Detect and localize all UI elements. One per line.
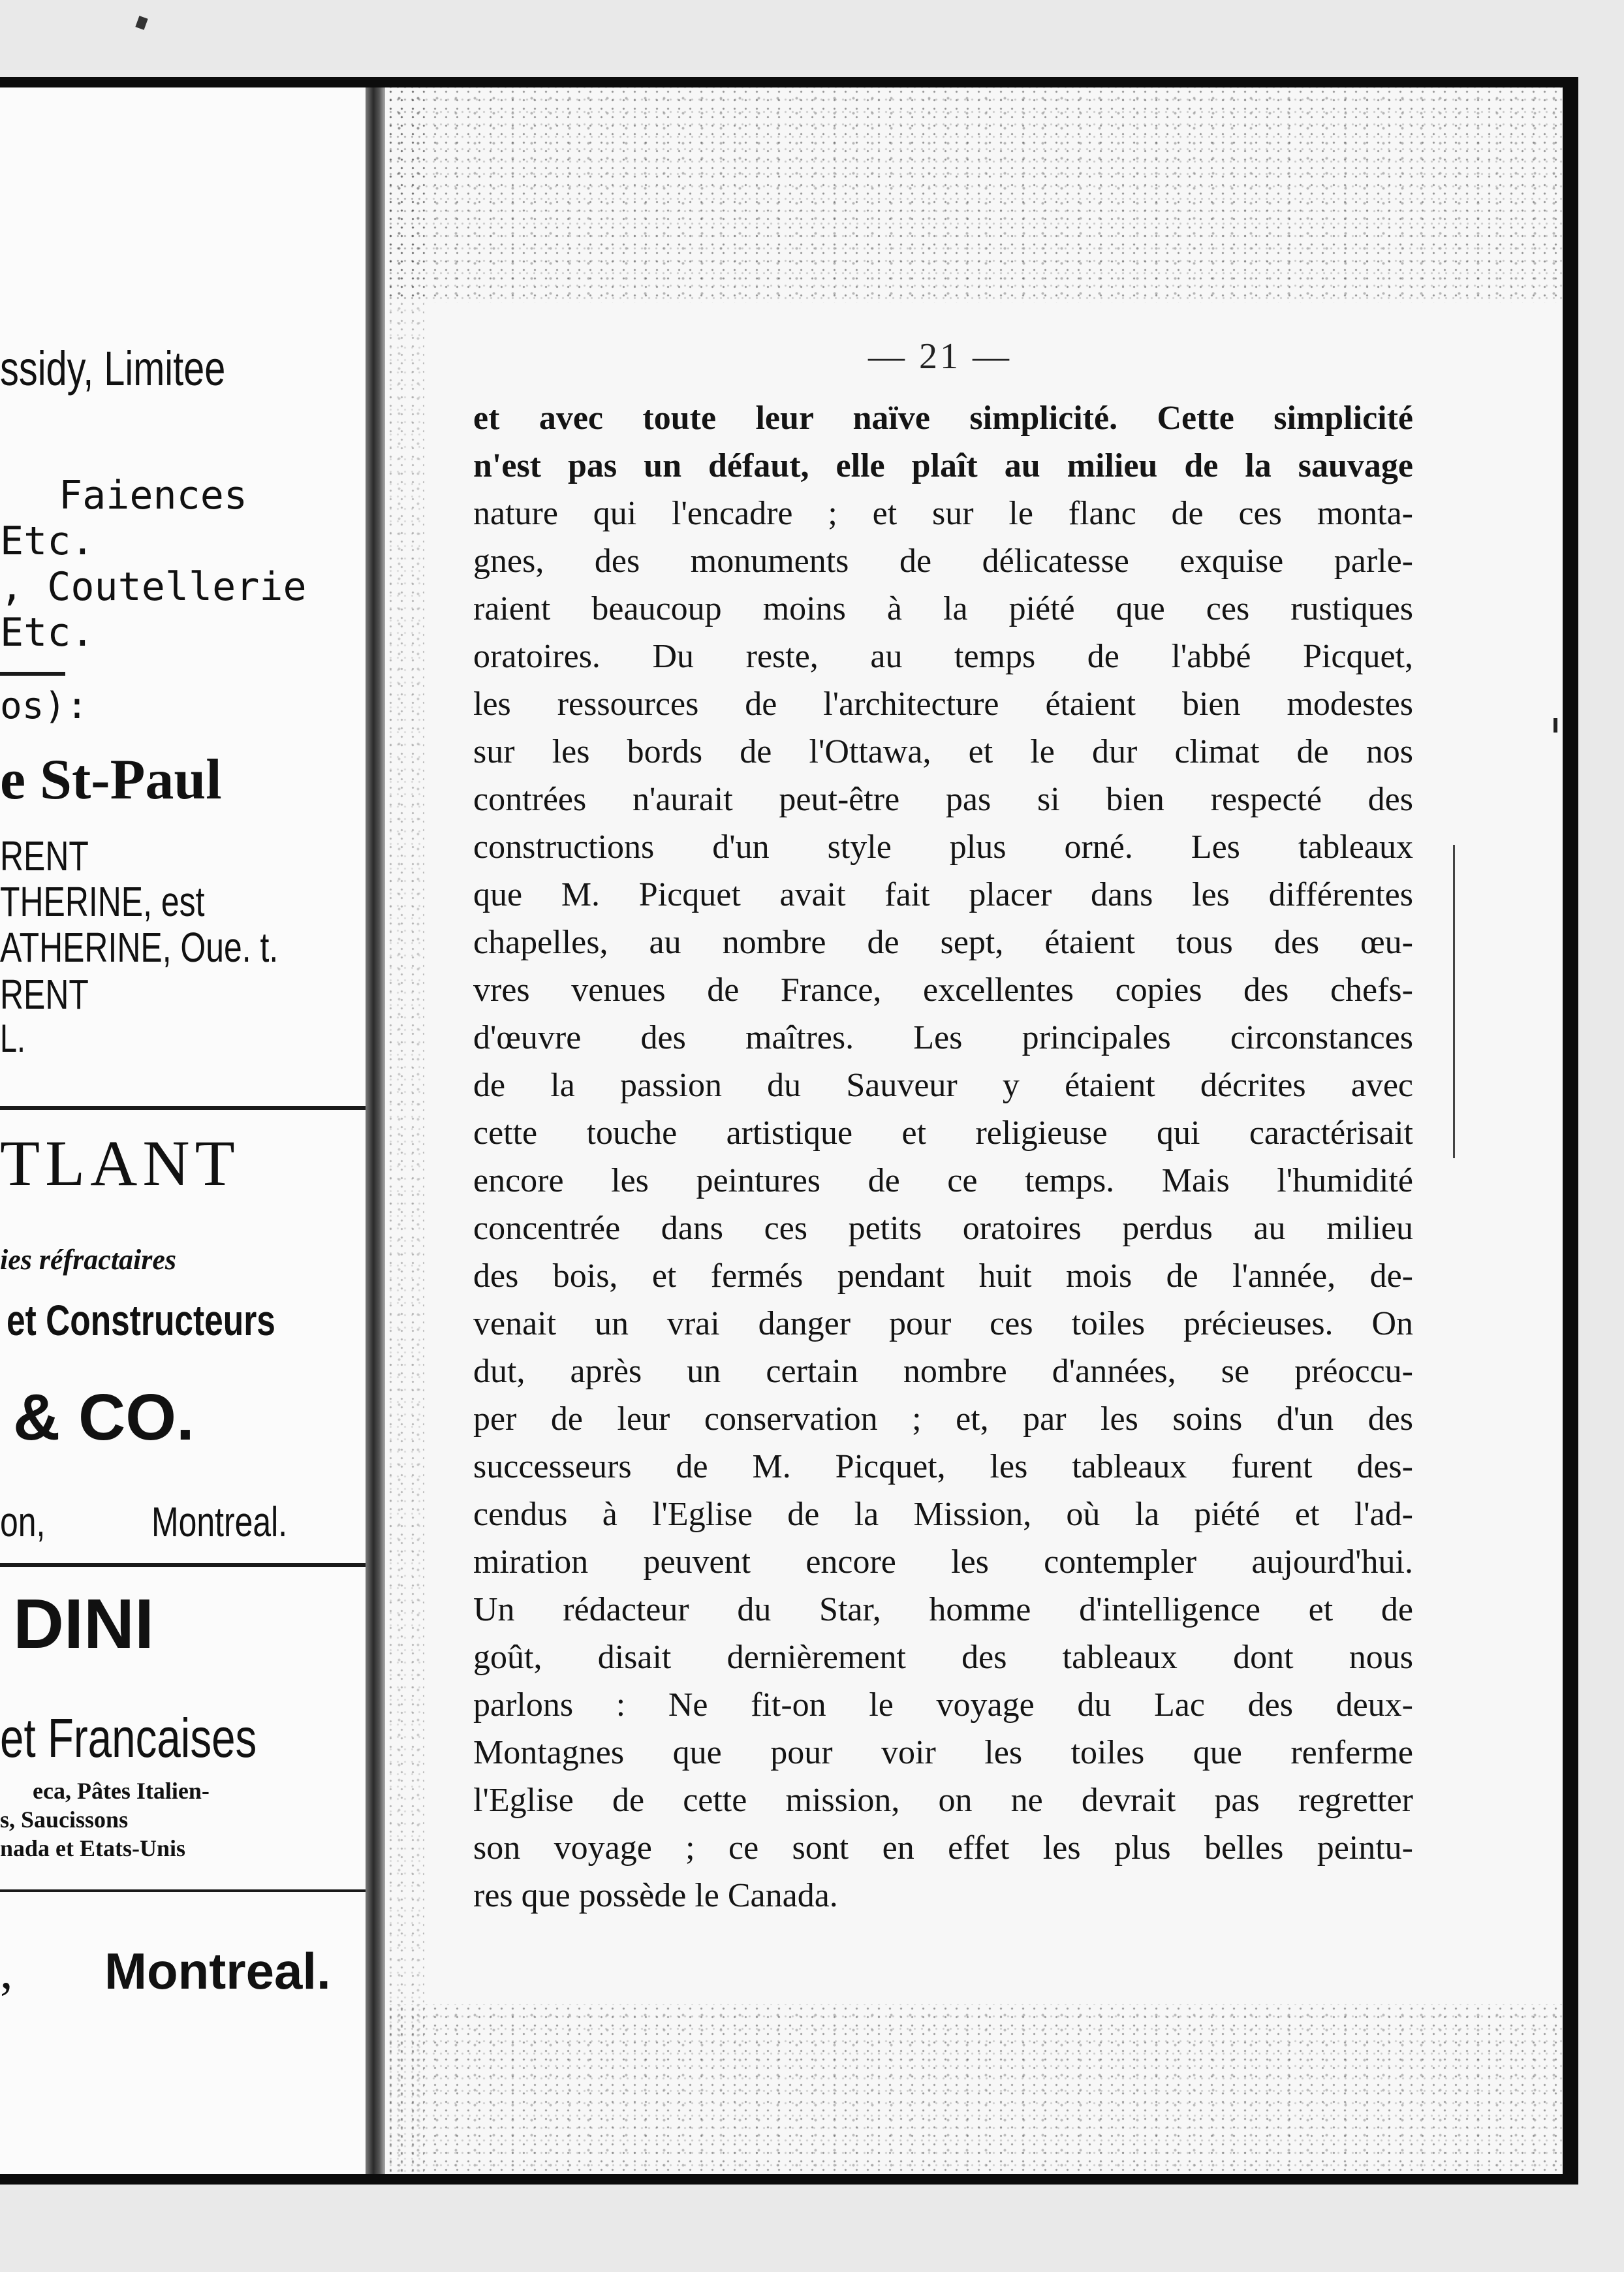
left-page-advertisements	[0, 87, 366, 2174]
text-line: goût, disait dernièrement des tableaux dont nous	[473, 1639, 1413, 1676]
margin-line-mark	[1453, 845, 1455, 1158]
text-line: raient beaucoup moins à la piété que ces rustiques	[473, 590, 1413, 627]
text-line: per de leur conservation ; et, par les soins d'un des	[473, 1400, 1413, 1438]
text-line: cendus à l'Eglise de la Mission, où la piété et l'ad-	[473, 1496, 1413, 1533]
ad-etc-2: Etc.	[0, 610, 95, 655]
body-paragraph	[473, 394, 1413, 1919]
text-line: res que possède le Canada.	[473, 1877, 838, 1914]
text-line: de la passion du Sauveur y étaient décrites avec	[473, 1067, 1413, 1104]
ad-refractaires: ies réfractaires	[0, 1244, 177, 1276]
ad-bottom-left: ,	[0, 1942, 13, 1999]
ad-divider	[0, 1889, 366, 1892]
scan-artifact	[135, 16, 148, 30]
ad-faiences: Faiences	[59, 473, 247, 518]
ad-dini: DINI	[13, 1584, 154, 1663]
page-gutter	[366, 87, 385, 2174]
ad-street: e St-Paul	[0, 748, 222, 812]
text-line: constructions d'un style plus orné. Les tableaux	[473, 828, 1413, 866]
ad-divider	[0, 1563, 366, 1567]
ad-brand: TLANT	[0, 1127, 240, 1199]
ad-city-left: on,	[0, 1498, 46, 1545]
text-line: cette touche artistique et religieuse qui caractérisait	[473, 1114, 1413, 1152]
ad-divider	[0, 1106, 366, 1110]
scan-noise-bottom	[385, 2004, 1563, 2174]
ad-small-3: nada et Etats-Unis	[0, 1835, 186, 1861]
text-line: venait un vrai danger pour ces toiles précieuses. On	[473, 1305, 1413, 1342]
ad-etc-1: Etc.	[0, 518, 95, 564]
text-line: successeurs de M. Picquet, les tableaux furent des-	[473, 1448, 1413, 1485]
text-line: des bois, et fermés pendant huit mois de l'année, de-	[473, 1257, 1413, 1295]
text-line: encore les peintures de ce temps. Mais l'humidité	[473, 1162, 1413, 1199]
text-line: concentrée dans ces petits oratoires perdus au milieu	[473, 1210, 1413, 1247]
ad-company-name: ssidy, Limitee	[0, 341, 226, 396]
ad-address-2: THERINE, est	[0, 878, 205, 925]
text-line: et avec toute leur naïve simplicité. Cette simplicité	[473, 400, 1413, 437]
ad-address-1: RENT	[0, 832, 89, 879]
text-line: contrées n'aurait peut-être pas si bien respecté des	[473, 781, 1413, 818]
text-line: chapelles, au nombre de sept, étaient tous des œu-	[473, 924, 1413, 961]
ad-bottom-city: Montreal.	[104, 1942, 331, 2000]
ad-company-co: & CO.	[13, 1381, 195, 1454]
ad-city-right: Montreal.	[151, 1498, 288, 1545]
ad-address-4: RENT	[0, 971, 89, 1018]
text-line: son voyage ; ce sont en effet les plus belles peintu-	[473, 1829, 1413, 1867]
text-line: nature qui l'encadre ; et sur le flanc de ces monta-	[473, 495, 1413, 532]
ad-small-1: eca, Pâtes Italien-	[33, 1778, 210, 1804]
text-line: n'est pas un défaut, elle plaît au milieu de la sauvage	[473, 447, 1413, 484]
text-line: l'Eglise de cette mission, on ne devrait pas regretter	[473, 1782, 1413, 1819]
text-line: dut, après un certain nombre d'années, se préoccu-	[473, 1353, 1413, 1390]
ad-small-2: s, Saucissons	[0, 1807, 129, 1833]
text-line: miration peuvent encore les contempler aujourd'hui.	[473, 1543, 1413, 1581]
ad-address-3: ATHERINE, Oue. t.	[0, 924, 279, 971]
text-line: vres venues de France, excellentes copies des chefs-	[473, 971, 1413, 1009]
scan-noise-top	[385, 87, 1563, 303]
ad-address-5: L.	[0, 1017, 26, 1060]
scan-noise-left	[385, 87, 424, 2174]
text-line: parlons : Ne fit-on le voyage du Lac des deux-	[473, 1686, 1413, 1724]
ad-constructeurs: et Constructeurs	[7, 1296, 275, 1344]
text-line: Montagnes que pour voir les toiles que renferme	[473, 1734, 1413, 1771]
ad-coutellerie: , Coutellerie	[0, 564, 307, 610]
text-line: d'œuvre des maîtres. Les principales circonstances	[473, 1019, 1413, 1056]
right-page	[385, 87, 1563, 2174]
page-number: — 21 —	[868, 336, 1012, 377]
text-line: oratoires. Du reste, au temps de l'abbé Picquet,	[473, 638, 1413, 675]
text-line: que M. Picquet avait fait placer dans les différentes	[473, 876, 1413, 913]
text-line: sur les bords de l'Ottawa, et le dur climat de nos	[473, 733, 1413, 770]
text-line: Un rédacteur du Star, homme d'intelligence et de	[473, 1591, 1413, 1628]
ad-addresses-label: os):	[0, 685, 88, 727]
text-line: gnes, des monuments de délicatesse exquise parle-	[473, 543, 1413, 580]
ad-divider	[0, 672, 65, 676]
ad-francaises: et Francaises	[0, 1707, 257, 1769]
text-line: les ressources de l'architecture étaient bien modestes	[473, 686, 1413, 723]
scan-artifact	[1554, 718, 1557, 733]
